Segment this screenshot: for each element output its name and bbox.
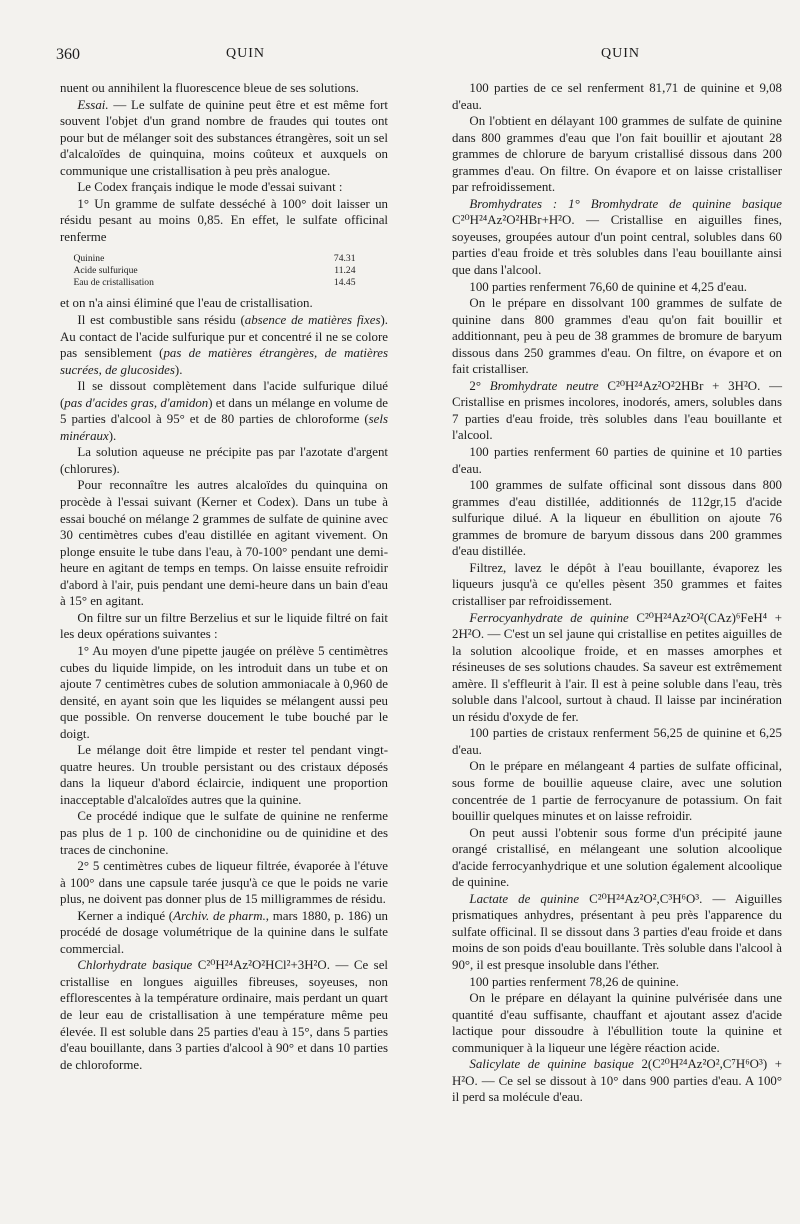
paragraph-chlorhydrate [60,957,388,1073]
neutre-title: Bromhydrate neutre [489,378,599,393]
ferro-title: Ferrocyanhydrate de quinine [469,610,629,625]
paragraph-obtient: On l'obtient en délayant 100 grammes de sulfate de quinine dans 800 grammes d'eau que l'on fait bouillir et ajoutant 28 grammes de chlorure de baryum cristallisé dissous dans 200 grammes d'eau. On filtre. On évapore et on laisse cristalliser par refroidissement. [452,114,782,195]
text-span: Kerner a indiqué ( [77,908,174,923]
composition-row [73,265,355,277]
composition-name: Quinine [73,253,105,265]
paragraph-bromhydrate-neutre [452,378,782,444]
chlorhydrate-title: Chlorhydrate basique [77,958,193,973]
italic-span: sels minéraux [60,412,388,443]
paragraph-bromhydrate [452,196,782,279]
italic-span: absence de matières fixes [244,313,381,328]
composition-name: Acide sulfurique [73,265,138,277]
paragraph-test-one: 1° Un gramme de sulfate desséché à 100° doit laisser un résidu pesant au moins 0,85. En effet, le sulfate officinal renferme [60,196,388,244]
page-header [56,46,756,68]
paragraph-codex: Le Codex français indique le mode d'essai suivant : [77,180,343,195]
lactate-text: C²⁰H²⁴Az²O²,C³H⁶O³. — Aiguilles prismatiques anhydres, présentant à peu près l'apparence du sulfate officinal. Il se dissout dans 3 parties d'eau froide et dans moins de son poids d'eau bouillante. Très soluble dans l'alcool à 90°, il est presque insoluble dans l'éther. [452,891,782,972]
paragraph-kerner [60,908,388,958]
paragraph-dissout [60,378,388,444]
composition-name: Eau de cristallisation [73,277,154,289]
text-span: ). Au contact de l'acide sulfurique pur et concentré il ne se colore pas sensiblement ( [60,313,388,361]
paragraph-ferrocyanhydrate [452,610,782,726]
composition-value: 11.24 [334,265,356,277]
running-head-right: QUIN [601,46,640,61]
chlorhydrate-text: C²⁰H²⁴Az²O²HCl²+3H²O. — Ce sel cristallise en longues aiguilles fibreuses, soyeuses, non efflorescentes à la température ordinaire, mais perdant un quart de leur eau de cristallisation à une température même peu élevée. Il est soluble dans 25 parties d'eau à 15°, dans 5 parties d'eau bouillante, dans 3 parties d'alcool à 90° et dans 10 parties de chloroforme. [60,958,389,1072]
composition-table [73,253,355,289]
paragraph-combustible [60,312,388,378]
text-span: ). [108,428,117,443]
paragraph-brom-prep: On le prépare en dissolvant 100 grammes de sulfate de quinine dans 800 grammes d'eau qu'on fait bouillir et additionnant, peu à peu de 38 grammes de bromure de baryum dissous dans 250 grammes d'eau. On filtre, on évapore et on fait cristalliser. [452,296,782,377]
paragraph-ferro-obtenir: On peut aussi l'obtenir sous forme d'un précipité jaune orangé cristallisé, en mélangeant une solution alcoolique d'acide ferrocyanhydrique et une solution également alcoolique de quinine. [452,825,782,890]
text-span: Il est combustible sans résidu ( [77,313,245,328]
paragraph-lact-cent: 100 parties renferment 78,26 de quinine. [469,974,679,989]
text-span: Il se dissout complètement dans l'acide sulfurique dilué ( [60,379,388,410]
paragraph-filtrez: Filtrez, lavez le dépôt à l'eau bouillante, évaporez les liqueurs jusqu'à ce qu'elles pèsent 350 grammes et faites cristalliser par refroidissement. [452,560,782,608]
paragraph-procede: Ce procédé indique que le sulfate de quinine ne renferme pas plus de 1 p. 100 de cinchonidine ou de quinidine et des traces de cinchonine. [60,809,388,857]
salicylate-title: Salicylate de quinine basique [469,1057,634,1072]
bromhydrate-text: C²⁰H²⁴Az²O²HBr+H²O. — Cristallise en aiguilles fines, soyeuses, groupées autour d'un point central, solubles dans 60 parties d'eau froide et très solubles dans l'eau bouillante ainsi que dans l'alcool. [452,213,782,278]
salicylate-text: 2(C²⁰H²⁴Az²O²,C⁷H⁶O³) + H²O. — Ce sel se dissout à 10° dans 900 parties d'eau. A 100° il perd sa molécule d'eau. [452,1057,782,1105]
composition-row [73,253,355,265]
paragraph-lact-prep: On le prépare en délayant la quinine pulvérisée dans une quantité d'eau suffisante, chauffant et ajoutant assez d'acide lactique pour dissoudre à l'ébullition toute la quinine et communiquer à la liqueur une légère réaction acide. [452,991,782,1055]
italic-span: pas d'acides gras, d'amidon [64,395,209,410]
paragraph-pour: Pour reconnaître les autres alcaloïdes du quinquina on procède à l'essai suivant (Kerner et Codex). Dans un tube à essai bouché on mélange 2 grammes de sulfate de quinine avec 30 centimètres cubes d'eau distillée en agitant vivement. On plonge ensuite le tube dans l'eau, à 70-100° pendant une demi-heure en agitant de temps en temps. On laisse ensuite refroidir d'abord à l'air, puis pendant une demi-heure dans un bain d'eau à 15° en agitant. [60,478,388,609]
composition-value: 74.31 [333,253,356,265]
paragraph-chlor-cent: 100 parties de ce sel renferment 81,71 de quinine et 9,08 d'eau. [452,81,782,112]
italic-span: Archiv. de pharm. [173,908,266,923]
composition-value: 14.45 [333,277,356,289]
neutre-text: C²⁰H²⁴Az²O²2HBr + 3H²O. — Cristallise en prismes incolores, inodorés, amers, solubles dans 7 parties d'eau froide, très solubles dans l'eau bouillante et l'alcool. [452,378,783,443]
paragraph-ferro-prep: On le prépare en mélangeant 4 parties de sulfate officinal, sous forme de bouillie aqueuse claire, avec une solution concentrée de 1 partie de ferrocyanure de potassium. On fait bouillir quelques minutes et on laisse refroidir. [452,759,782,824]
text-span: ) et dans un mélange en volume de 5 parties d'alcool à 95° et de 80 parties de chloroforme ( [60,395,388,427]
lactate-title: Lactate de quinine [469,891,580,906]
paragraph-salicylate [452,1056,782,1106]
left-column [60,80,388,1073]
paragraph-filtre: On filtre sur un filtre Berzelius et sur le liquide filtré on fait les deux opérations suivantes : [60,610,388,642]
essai-text: — Le sulfate de quinine peut être et est même fort souvent l'objet d'un grand nombre de fraudes qui toutes ont pour but de mélanger soit des substances étrangères, soit un sel d'alcaloïdes de quinquina, moins coûteux et auxquels on communique une cristallisation à peu près analogue. [60,97,388,178]
running-head-left: QUIN [226,46,265,61]
text-span: , mars 1880, p. 186) un procédé de dosage volumétrique de la quinine dans le sulfate commercial. [60,908,388,956]
paragraph-intro: nuent ou annihilent la fluorescence bleue de ses solutions. [60,81,359,95]
right-column [452,80,782,1106]
ferro-text: C²⁰H²⁴Az²O²(CAz)⁶FeH⁴ + 2H²O. — C'est un sel jaune qui cristallise en petites aiguilles de la solution alcoolique froide, et en masses amorphes et résineuses de ses solutions chaudes. Sa saveur est extrêmement amère. Il s'effleurit à l'air. Il est à peine soluble dans l'eau, très soluble dans l'alcool, surtout à chaud. Il laisse par incinération un résidu d'oxyde de fer. [452,610,782,724]
paragraph-lactate [452,891,782,974]
paragraph-pipette: 1° Au moyen d'une pipette jaugée on prélève 5 centimètres cubes du liquide limpide, on les introduit dans un tube et on ajoute 7 centimètres cubes de solution ammoniacale à 0,960 de densité, en ayant soin que les liquides se mélangent aussi peu que possible. On renverse doucement le tube bouché par le doigt. [60,643,388,741]
paragraph-melange: Le mélange doit être limpide et rester tel pendant vingt-quatre heures. Un trouble persistant ou des cristaux déposés dans la liqueur d'abord éclaircie, indiquent une proportion inacceptable d'alcaloïdes autres que la quinine. [60,743,388,807]
paragraph-essai [60,97,388,180]
page-number: 360 [56,46,80,63]
bromhydrate-title: Bromhydrates : 1° Bromhydrate de quinine basique [469,196,782,211]
paragraph-elimine: et on n'a ainsi éliminé que l'eau de cristallisation. [60,296,313,311]
composition-row [73,277,355,289]
essai-title: Essai. [77,97,109,112]
paragraph-test-two: 2° 5 centimètres cubes de liqueur filtrée, évaporée à l'étuve à 100° dans une capsule tarée jusqu'à ce que le poids ne varie plus, ne doivent pas donner plus de 15 milligrammes de résidu. [60,859,388,907]
paragraph-neutre-cent: 100 parties renferment 60 parties de quinine et 10 parties d'eau. [452,445,782,476]
paragraph-ferro-cent: 100 parties de cristaux renferment 56,25 de quinine et 6,25 d'eau. [452,726,782,757]
paragraph-neutre-prep: 100 grammes de sulfate officinal sont dissous dans 800 grammes d'eau distillée, additionnés de 112gr,15 d'acide sulfurique dilué. A la liqueur en ébullition on ajoute 76 grammes de bromure de baryum dissous dans 200 grammes d'eau distillée. [452,478,782,559]
italic-span: pas de matières étrangères, de matières sucrées, de glucosides [60,346,388,377]
text-span: 2° [469,378,490,393]
paragraph-brom-cent: 100 parties renferment 76,60 de quinine et 4,25 d'eau. [469,279,748,294]
paragraph-solution: La solution aqueuse ne précipite pas par l'azotate d'argent (chlorures). [60,445,388,476]
text-span: ). [174,362,183,377]
